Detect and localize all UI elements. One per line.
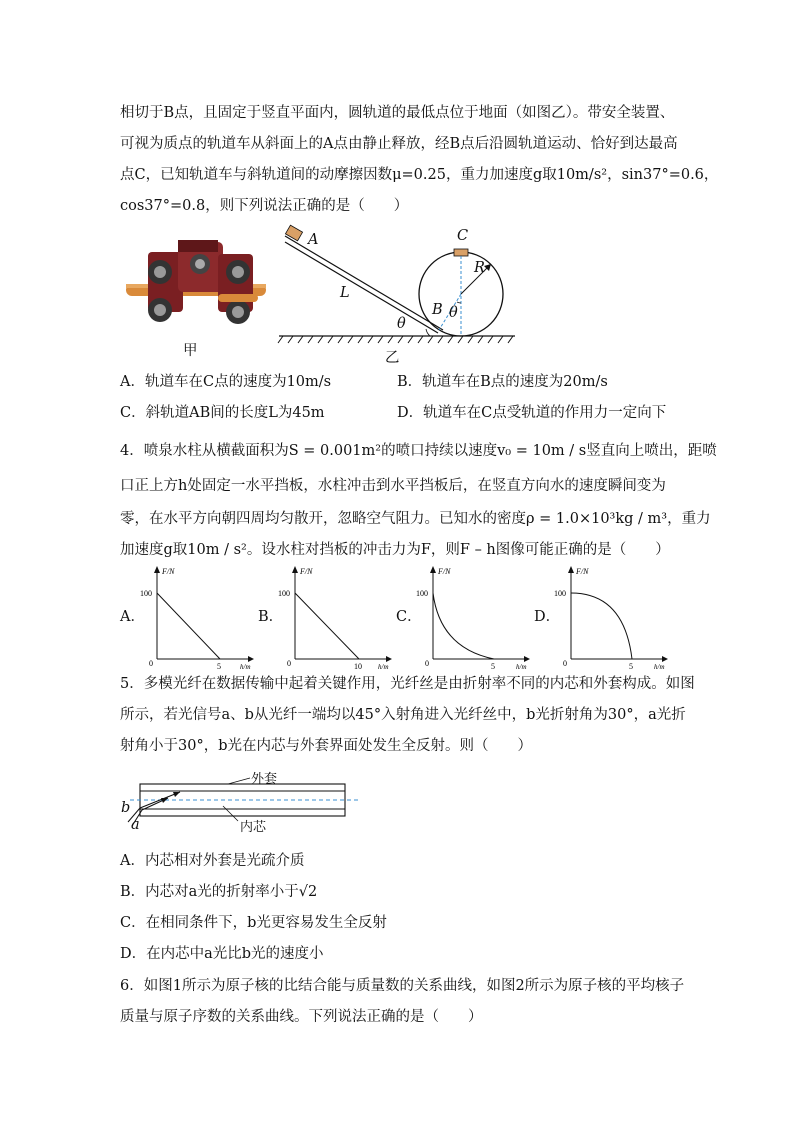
- graph-d-origin: 0: [563, 659, 567, 668]
- graph-d-x-label: h/m: [654, 663, 665, 671]
- q4-graph-b-label: B．: [258, 609, 284, 625]
- graph-b-x-label: h/m: [378, 663, 389, 671]
- q4-graph-a: [140, 563, 260, 671]
- label-A: A: [308, 232, 319, 248]
- q4-graph-b: [278, 563, 398, 671]
- q3-option-d: D．轨道车在C点受轨道的作用力一定向下: [397, 405, 667, 421]
- q5-option-b: B．内芯对a光的折射率小于√2: [120, 884, 318, 900]
- graph-a-x-tick: 5: [217, 662, 221, 671]
- q3-line-1: 相切于B点，且固定于竖直平面内，圆轨道的最低点位于地面（如图乙）。带安全装置、: [120, 105, 675, 121]
- graph-b-x-tick: 10: [354, 662, 362, 671]
- q5-line-1: 5．多模光纤在数据传输中起着关键作用，光纤丝是由折射率不同的内芯和外套构成。如图: [120, 676, 695, 692]
- q3-option-b: B．轨道车在B点的速度为20m/s: [397, 374, 608, 390]
- fiber-outer-label: 外套: [251, 772, 278, 787]
- q5-option-a: A．内芯相对外套是光疏介质: [120, 853, 305, 869]
- q4-line-1: 4．喷泉水柱从横截面积为S = 0.001m²的喷口持续以速度v₀ = 10m / s竖直向上喷出，距喷: [120, 443, 717, 459]
- graph-d-y-tick: 100: [554, 589, 566, 598]
- q5-option-d: D．在内芯中a光比b光的速度小: [120, 946, 324, 962]
- label-L: L: [340, 285, 350, 301]
- graph-b-origin: 0: [287, 659, 291, 668]
- graph-c-y-tick: 100: [416, 589, 428, 598]
- q3-line-2: 可视为质点的轨道车从斜面上的A点由静止释放，经B点后沿圆轨道运动、恰好到达最高: [120, 136, 678, 152]
- graph-d-x-tick: 5: [629, 662, 633, 671]
- fig-yi-label: 乙: [385, 350, 400, 366]
- q4-line-4: 加速度g取10m / s²。设水柱对挡板的冲击力为F，则F – h图像可能正确的是（ ）: [120, 542, 670, 558]
- label-C: C: [457, 228, 469, 244]
- label-B: B: [432, 302, 443, 318]
- graph-a-x-label: h/m: [240, 663, 251, 671]
- q4-graph-d: [554, 563, 674, 671]
- q6-line-1: 6．如图1所示为原子核的比结合能与质量数的关系曲线，如图2所示为原子核的平均核子: [120, 978, 685, 994]
- graph-b-y-label: F/N: [300, 567, 313, 576]
- fiber-inner-label: 内芯: [240, 820, 267, 835]
- q4-graph-a-label: A．: [120, 609, 145, 625]
- label-R: R: [474, 260, 485, 276]
- q3-line-4: cos37°=0.8，则下列说法正确的是（ ）: [120, 198, 409, 214]
- label-theta-incline: θ: [397, 316, 406, 332]
- q5-line-3: 射角小于30°，b光在内芯与外套界面处发生全反射。则（ ）: [120, 738, 532, 754]
- fig-jia-label: 甲: [183, 343, 198, 359]
- graph-a-origin: 0: [149, 659, 153, 668]
- graph-a-y-tick: 100: [140, 589, 152, 598]
- q3-option-a: A．轨道车在C点的速度为10m/s: [120, 374, 332, 390]
- q3-line-3: 点C，已知轨道车与斜轨道间的动摩擦因数μ=0.25，重力加速度g取10m/s²，sin37°=0.6，: [120, 167, 719, 183]
- graph-d-y-label: F/N: [576, 567, 589, 576]
- fiber-a-label: a: [131, 817, 140, 833]
- q6-line-2: 质量与原子序数的关系曲线。下列说法正确的是（ ）: [120, 1009, 483, 1025]
- q4-graph-c: [416, 563, 536, 671]
- graph-c-origin: 0: [425, 659, 429, 668]
- graph-a-y-label: F/N: [162, 567, 175, 576]
- q4-graph-d-label: D．: [534, 609, 561, 625]
- graph-c-x-tick: 5: [491, 662, 495, 671]
- q5-line-2: 所示，若光信号a、b从光纤一端均以45°入射角进入光纤丝中，b光折射角为30°，a光折: [120, 707, 686, 723]
- q4-line-3: 零，在水平方向朝四周均匀散开，忽略空气阻力。已知水的密度ρ = 1.0×10³kg / m³，重力: [120, 511, 711, 527]
- graph-b-y-tick: 100: [278, 589, 290, 598]
- fiber-b-label: b: [121, 800, 131, 816]
- q4-graph-c-label: C．: [396, 609, 422, 625]
- q3-option-c: C．斜轨道AB间的长度L为45m: [120, 405, 325, 421]
- label-theta-circle: θ: [449, 305, 458, 321]
- track-car-image: [118, 232, 278, 332]
- graph-c-x-label: h/m: [516, 663, 527, 671]
- graph-c-y-label: F/N: [438, 567, 451, 576]
- q4-line-2: 口正上方h处固定一水平挡板，水柱冲击到水平挡板后，在竖直方向水的速度瞬间变为: [120, 478, 666, 494]
- q5-option-c: C．在相同条件下，b光更容易发生全反射: [120, 915, 387, 931]
